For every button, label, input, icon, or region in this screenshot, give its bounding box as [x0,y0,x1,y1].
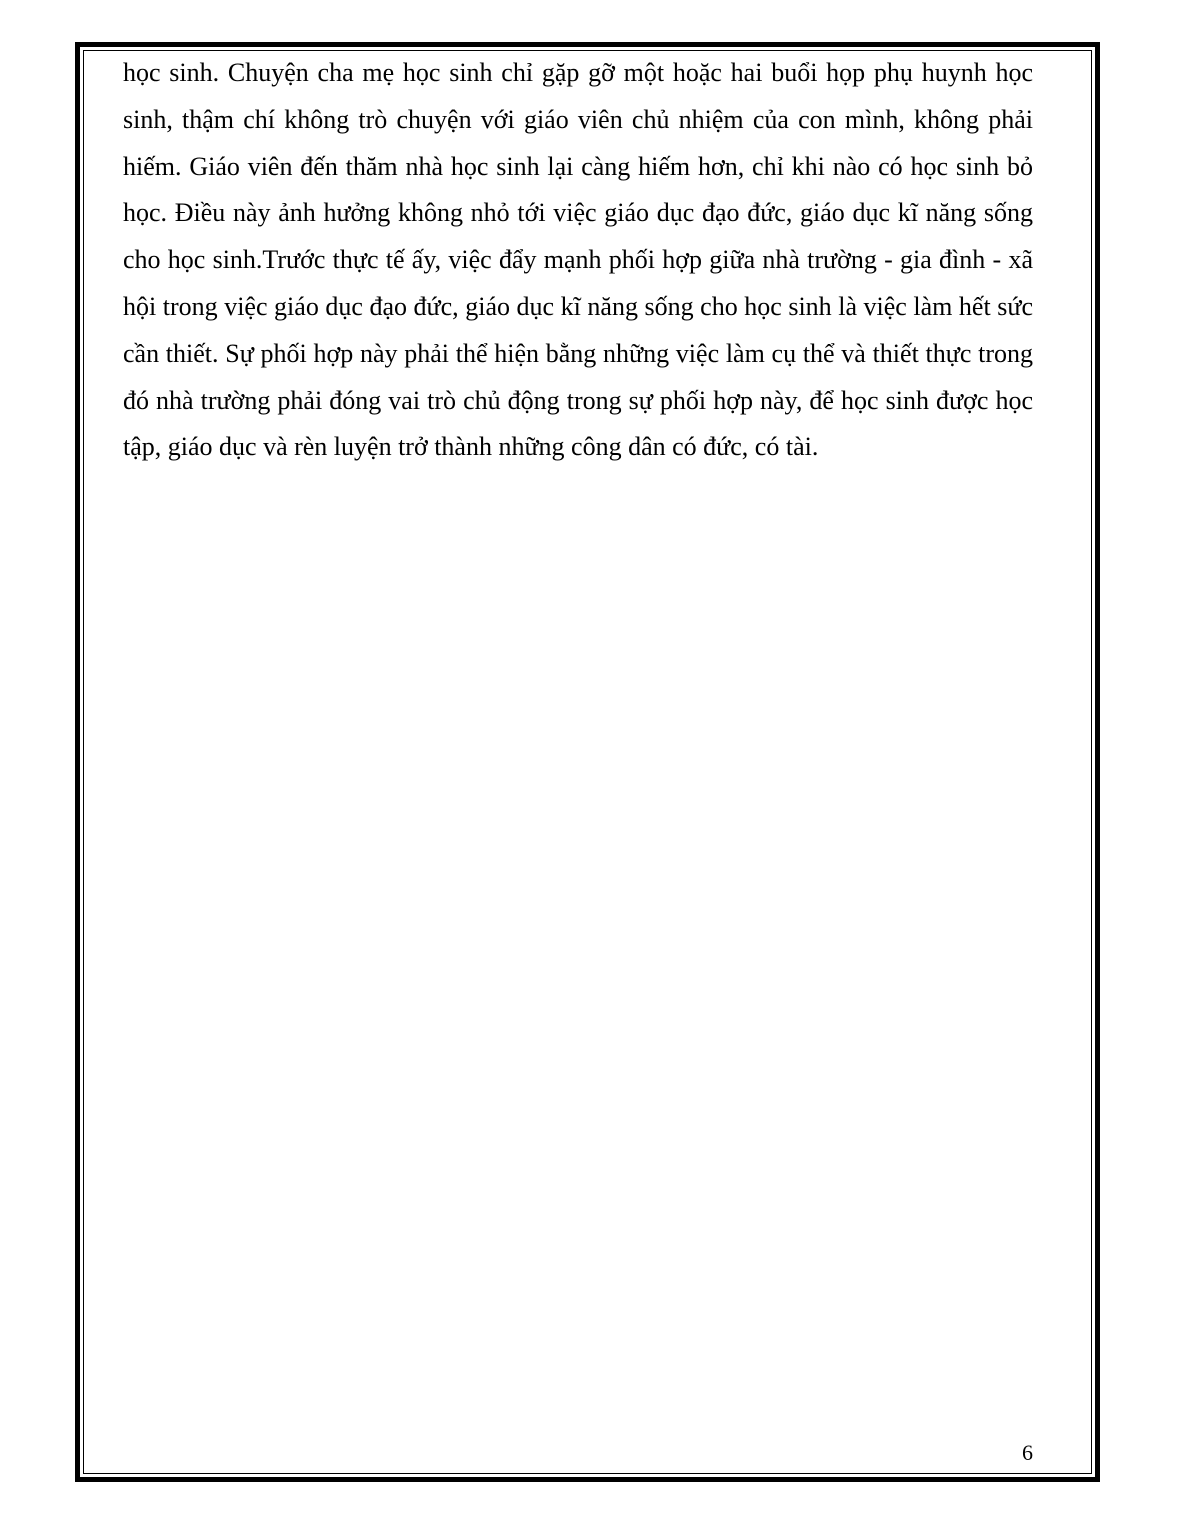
body-paragraph: học sinh. Chuyện cha mẹ học sinh chỉ gặp gỡ một hoặc hai buổi họp phụ huynh học sinh, thậm chí không trò chuyện với giáo viên chủ nhiệm của con mình, không phải hiếm. Giáo viên đến thăm nhà học sinh lại càng hiếm hơn, chỉ khi nào có học sinh bỏ học. Điều này ảnh hưởng không nhỏ tới việc giáo dục đạo đức, giáo dục kĩ năng sống cho học sinh.Trước thực tế ấy, việc đẩy mạnh phối hợp giữa nhà trường - gia đình - xã hội trong việc giáo dục đạo đức, giáo dục kĩ năng sống cho học sinh là việc làm hết sức cần thiết. Sự phối hợp này phải thể hiện bằng những việc làm cụ thể và thiết thực trong đó nhà trường phải đóng vai trò chủ động trong sự phối hợp này, để học sinh được học tập, giáo dục và rèn luyện trở thành những công dân có đức, có tài. [123,58,1033,462]
page-number: 6 [1022,1440,1033,1465]
